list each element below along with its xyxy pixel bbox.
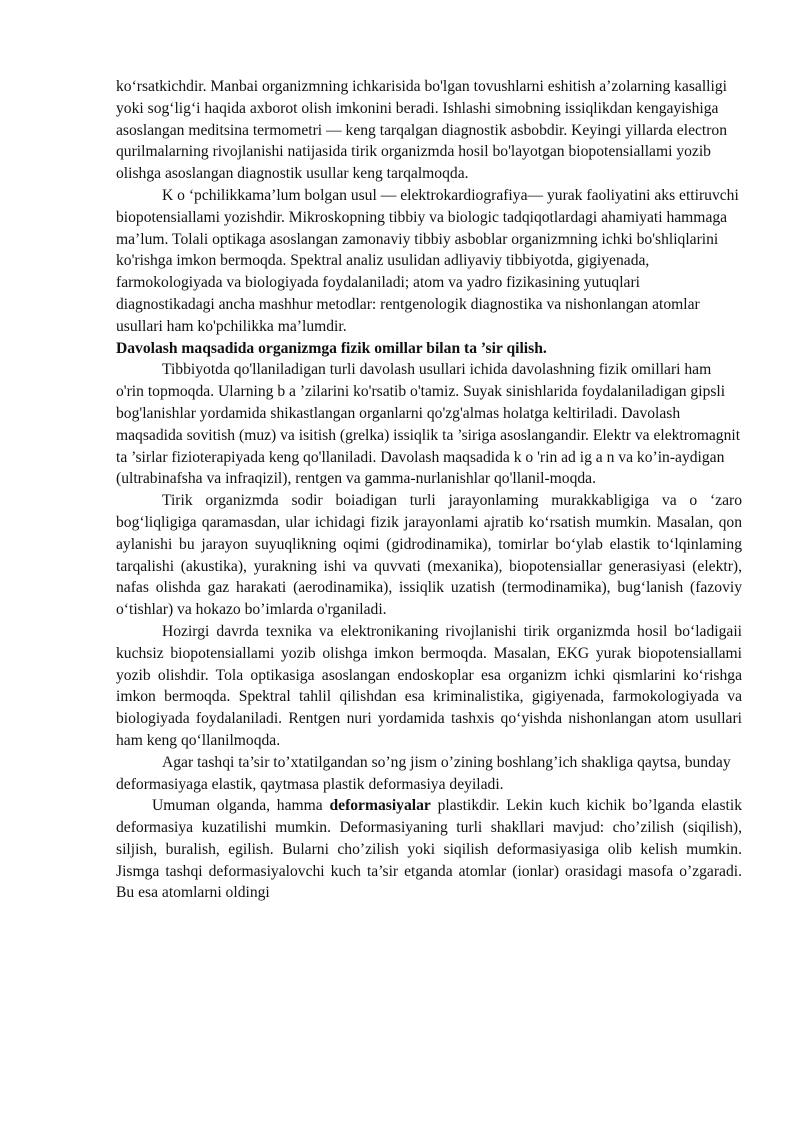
- paragraph-physical-processes: Tirik organizmda sodir boiadigan turli jarayonlaming murakkabligiga va o ‘zaro bog‘liqligiga qaramasdan, ular ichidagi fizik jarayonlami ajratib ko‘rsatish mumkin. Masalan, qon aylanishi bu jarayon suyuqlikning oqimi (gidrodinamika), tomirlar bo‘ylab elastik to‘lqinlaming tarqalishi (akustika), yurakning ishi va quvvati (mexanika), biopotensiallar generasiyasi (elektr), nafas olishda gaz harakati (aerodinamika), issiqlik uzatish (termodinamika), bug‘lanish (fazoviy o‘tishlar) va hokazo bo’imlarda o'rganiladi.: [116, 492, 742, 619]
- paragraph-ecg-methods: K o ‘pchilikkama’lum bolgan usul — elektrokardiografiya— yurak faoliyatini aks ettiruvchi biopotensiallami yozishdir. Mikroskopning tibbiy va biologic tadqiqotlardagi ahamiyati hammaga ma’lum. Tolali optikaga asoslangan zamonaviy tibbiy asboblar organizmning ichki bo'shliqlarini ko'rishga imkon bermoqda. Spektral analiz usulidan adliyaviy tibbiyotda, gigiyenada, farmokologiyada va biologiyada foydalaniladi; atom va yadro fizikasining yutuqlari diagnostikadagi ancha mashhur metodlar: rentgenologik diagnostika va nishonlangan atomlar usullari ham ko'pchilikka ma’lumdir.: [116, 186, 739, 335]
- document-page: [116, 76, 742, 904]
- paragraph-diagnostics-intro: ko‘rsatkichdir. Manbai organizmning ichkarisida bo'lgan tovushlarni eshitish a’zolarning kasalligi yoki sog‘lig‘i haqida axborot olish imkonini beradi. Ishlashi simobning issiqlikdan kengayishiga asoslangan meditsina termometri — keng tarqalgan diagnostik asbobdir. Keyingi yillarda electron qurilmalarning rivojlanishi natijasida tirik organizmda hosil bo'layotgan biopotensiallami yozib olishga asoslangan diagnostik usullar keng tarqalmoqda.: [116, 78, 728, 183]
- bold-term-deformasiyalar: deformasiyalar: [329, 797, 431, 815]
- paragraph-deformation-types: [116, 795, 742, 904]
- paragraph-text-rest: plastikdir. Lekin kuch kichik bo’lganda elastik deformasiya kuzatilishi mumkin. Deformasiyaning turli shakllari mavjud: cho’zilish (siqilish), siljish, buralish, egilish. Bularni cho’zilish yoki siqilish deformasiyasiga olib kelish mumkin. Jismga tashqi deformasiyalovchi kuch ta’sir etganda atomlar (ionlar) orasidagi masofa o’zgaradi. Bu esa atomlarni oldingi: [116, 797, 742, 902]
- section-heading: Davolash maqsadida organizmga fizik omillar bilan ta ’sir qilish.: [116, 339, 547, 357]
- paragraph-physical-treatment: Tibbiyotda qo'llaniladigan turli davolash usullari ichida davolashning fizik omillari ham o'rin topmoqda. Ularning b a ’zilarini ko'rsatib o'tamiz. Suyak sinishlarida foydalaniladigan gipsli bog'lanishlar yordamida shikastlangan organlarni qo'zg'almas holatga keltiriladi. Davolash maqsadida sovitish (muz) va isitish (grelka) issiqlik ta ’siriga asoslangandir. Elektr va elektromagnit ta ’sirlar fizioterapiyada keng qo'llaniladi. Davolash maqsadida k o 'rin ad ig a n va ko’in-aydigan (ultrabinafsha va infraqizil), rentgen va gamma-nurlanishlar qo'llanil-moqda.: [116, 361, 741, 488]
- paragraph-modern-electronics: Hozirgi davrda texnika va elektronikaning rivojlanishi tirik organizmda hosil bo‘ladigaii kuchsiz biopotensiallami yozib olishga imkon bermoqda. Masalan, EKG yurak biopotensiallami yozib olishdir. Tola optikasiga asoslangan endoskoplar esa organizm ichki qismlarini ko‘rishga imkon bermoqda. Spektral tahlil qilishdan esa kriminalistika, gigiyenada, farmokologiyada va biologiyada foydalaniladi. Rentgen nuri yordamida tashxis qo‘yishda nishonlangan atom usullari ham keng qo‘llanilmoqda.: [116, 622, 742, 749]
- paragraph-elastic-plastic: Agar tashqi ta’sir to’xtatilgandan so’ng jism o’zining boshlang’ich shakliga qaytsa, bunday deformasiyaga elastik, qaytmasa plastik deformasiya deyiladi.: [116, 753, 731, 793]
- paragraph-text-start: Umuman olganda, hamma: [152, 797, 330, 815]
